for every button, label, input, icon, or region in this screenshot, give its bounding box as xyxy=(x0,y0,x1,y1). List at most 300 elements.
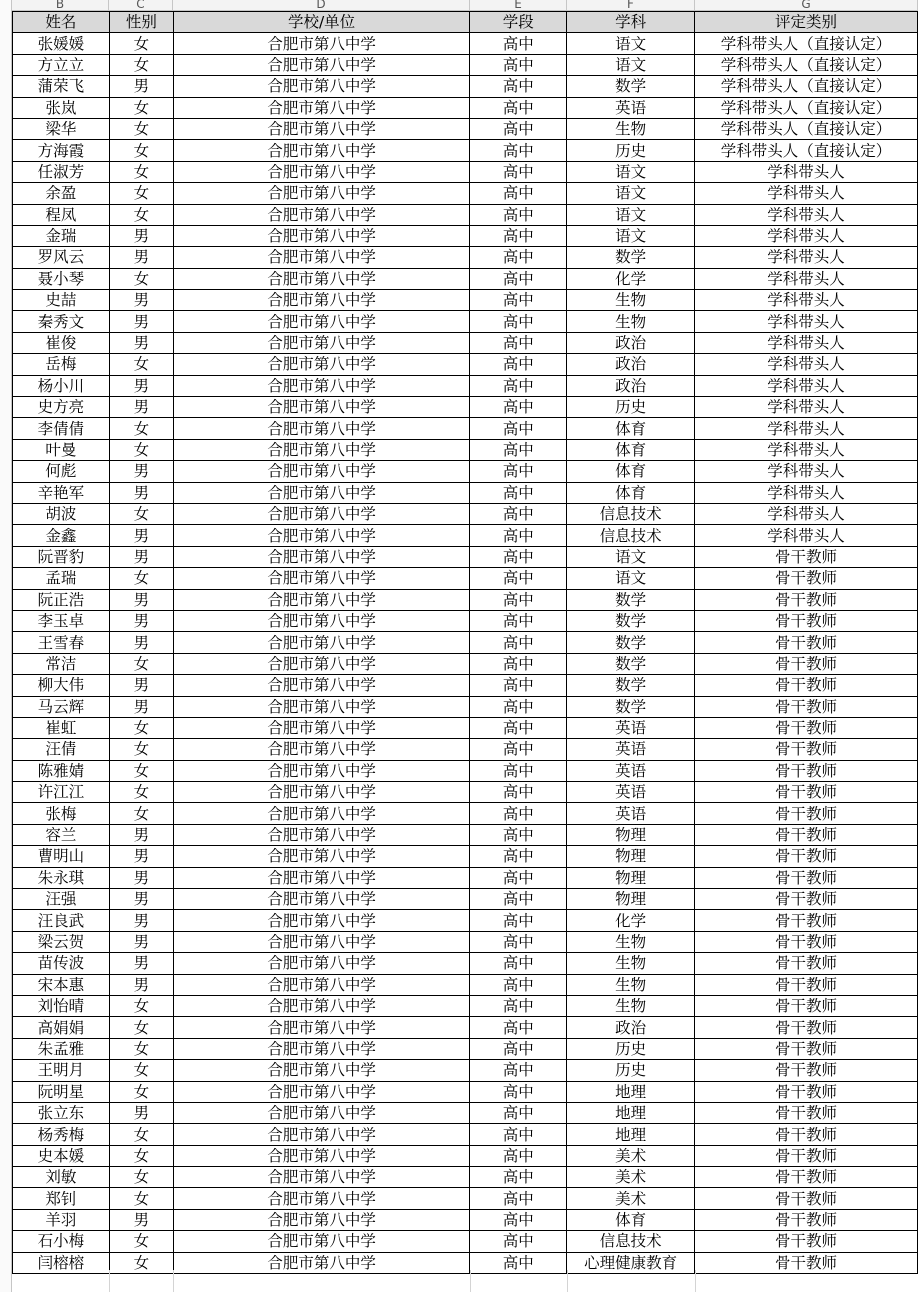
cell-gender[interactable]: 女 xyxy=(109,803,173,824)
header-category[interactable]: 评定类别 xyxy=(695,12,918,33)
cell-subject[interactable]: 政治 xyxy=(567,1017,695,1038)
cell-stage[interactable]: 高中 xyxy=(470,1017,567,1038)
cell-school[interactable]: 合肥市第八中学 xyxy=(173,482,470,503)
cell-name[interactable]: 陈雅婧 xyxy=(13,760,110,781)
cell-subject[interactable]: 语文 xyxy=(567,204,695,225)
cell-category[interactable]: 学科带头人（直接认定） xyxy=(695,33,918,54)
cell-name[interactable]: 张岚 xyxy=(13,97,110,118)
cell-name[interactable]: 张梅 xyxy=(13,803,110,824)
cell-subject[interactable]: 政治 xyxy=(567,375,695,396)
cell-school[interactable]: 合肥市第八中学 xyxy=(173,397,470,418)
cell-stage[interactable]: 高中 xyxy=(470,953,567,974)
cell-stage[interactable]: 高中 xyxy=(470,589,567,610)
cell-gender[interactable]: 女 xyxy=(109,653,173,674)
cell-name[interactable]: 秦秀文 xyxy=(13,311,110,332)
cell-gender[interactable]: 男 xyxy=(109,247,173,268)
cell-stage[interactable]: 高中 xyxy=(470,610,567,631)
cell-school[interactable]: 合肥市第八中学 xyxy=(173,183,470,204)
cell-gender[interactable]: 女 xyxy=(109,503,173,524)
cell-category[interactable]: 骨干教师 xyxy=(695,653,918,674)
cell-stage[interactable]: 高中 xyxy=(470,867,567,888)
cell-stage[interactable]: 高中 xyxy=(470,995,567,1016)
cell-gender[interactable]: 男 xyxy=(109,696,173,717)
cell-stage[interactable]: 高中 xyxy=(470,461,567,482)
cell-subject[interactable]: 政治 xyxy=(567,332,695,353)
cell-category[interactable]: 骨干教师 xyxy=(695,739,918,760)
cell-category[interactable]: 骨干教师 xyxy=(695,546,918,567)
cell-subject[interactable]: 美术 xyxy=(567,1188,695,1209)
cell-subject[interactable]: 语文 xyxy=(567,33,695,54)
header-school[interactable]: 学校/单位 xyxy=(173,12,470,33)
cell-name[interactable]: 许江江 xyxy=(13,782,110,803)
cell-gender[interactable]: 男 xyxy=(109,953,173,974)
cell-gender[interactable]: 男 xyxy=(109,546,173,567)
cell-name[interactable]: 梁华 xyxy=(13,118,110,139)
cell-name[interactable]: 阮正浩 xyxy=(13,589,110,610)
cell-gender[interactable]: 男 xyxy=(109,675,173,696)
column-letter-c[interactable]: C xyxy=(109,0,173,11)
cell-name[interactable]: 罗风云 xyxy=(13,247,110,268)
cell-gender[interactable]: 男 xyxy=(109,290,173,311)
cell-gender[interactable]: 女 xyxy=(109,54,173,75)
cell-name[interactable]: 聂小琴 xyxy=(13,268,110,289)
cell-school[interactable]: 合肥市第八中学 xyxy=(173,1188,470,1209)
cell-stage[interactable]: 高中 xyxy=(470,332,567,353)
cell-name[interactable]: 高娟娟 xyxy=(13,1017,110,1038)
column-letter-f[interactable]: F xyxy=(567,0,695,11)
cell-category[interactable]: 骨干教师 xyxy=(695,589,918,610)
cell-gender[interactable]: 女 xyxy=(109,782,173,803)
cell-subject[interactable]: 语文 xyxy=(567,54,695,75)
cell-stage[interactable]: 高中 xyxy=(470,846,567,867)
cell-gender[interactable]: 女 xyxy=(109,568,173,589)
cell-school[interactable]: 合肥市第八中学 xyxy=(173,1060,470,1081)
cell-category[interactable]: 骨干教师 xyxy=(695,1231,918,1252)
cell-gender[interactable]: 男 xyxy=(109,589,173,610)
cell-stage[interactable]: 高中 xyxy=(470,397,567,418)
cell-gender[interactable]: 男 xyxy=(109,846,173,867)
cell-name[interactable]: 杨小川 xyxy=(13,375,110,396)
cell-category[interactable]: 学科带头人 xyxy=(695,354,918,375)
cell-school[interactable]: 合肥市第八中学 xyxy=(173,696,470,717)
cell-stage[interactable]: 高中 xyxy=(470,824,567,845)
cell-gender[interactable]: 女 xyxy=(109,118,173,139)
cell-subject[interactable]: 生物 xyxy=(567,974,695,995)
cell-gender[interactable]: 女 xyxy=(109,739,173,760)
cell-gender[interactable]: 女 xyxy=(109,1231,173,1252)
cell-school[interactable]: 合肥市第八中学 xyxy=(173,418,470,439)
cell-stage[interactable]: 高中 xyxy=(470,183,567,204)
cell-category[interactable]: 骨干教师 xyxy=(695,696,918,717)
cell-subject[interactable]: 历史 xyxy=(567,397,695,418)
cell-subject[interactable]: 生物 xyxy=(567,953,695,974)
cell-school[interactable]: 合肥市第八中学 xyxy=(173,824,470,845)
cell-subject[interactable]: 语文 xyxy=(567,546,695,567)
cell-name[interactable]: 李倩倩 xyxy=(13,418,110,439)
cell-school[interactable]: 合肥市第八中学 xyxy=(173,1209,470,1230)
cell-category[interactable]: 骨干教师 xyxy=(695,1252,918,1273)
column-letter-g[interactable]: G xyxy=(695,0,918,11)
cell-school[interactable]: 合肥市第八中学 xyxy=(173,503,470,524)
cell-stage[interactable]: 高中 xyxy=(470,1081,567,1102)
cell-school[interactable]: 合肥市第八中学 xyxy=(173,717,470,738)
cell-gender[interactable]: 男 xyxy=(109,482,173,503)
cell-subject[interactable]: 政治 xyxy=(567,354,695,375)
cell-subject[interactable]: 生物 xyxy=(567,311,695,332)
cell-name[interactable]: 程凤 xyxy=(13,204,110,225)
cell-stage[interactable]: 高中 xyxy=(470,1102,567,1123)
cell-school[interactable]: 合肥市第八中学 xyxy=(173,974,470,995)
cell-stage[interactable]: 高中 xyxy=(470,1145,567,1166)
header-stage[interactable]: 学段 xyxy=(470,12,567,33)
cell-school[interactable]: 合肥市第八中学 xyxy=(173,311,470,332)
cell-school[interactable]: 合肥市第八中学 xyxy=(173,140,470,161)
cell-category[interactable]: 骨干教师 xyxy=(695,824,918,845)
cell-name[interactable]: 阮晋豹 xyxy=(13,546,110,567)
cell-school[interactable]: 合肥市第八中学 xyxy=(173,568,470,589)
cell-stage[interactable]: 高中 xyxy=(470,889,567,910)
cell-stage[interactable]: 高中 xyxy=(470,1209,567,1230)
cell-stage[interactable]: 高中 xyxy=(470,118,567,139)
cell-subject[interactable]: 生物 xyxy=(567,931,695,952)
cell-gender[interactable]: 女 xyxy=(109,1017,173,1038)
cell-subject[interactable]: 化学 xyxy=(567,910,695,931)
cell-gender[interactable]: 女 xyxy=(109,418,173,439)
cell-name[interactable]: 任淑芳 xyxy=(13,161,110,182)
cell-school[interactable]: 合肥市第八中学 xyxy=(173,161,470,182)
cell-name[interactable]: 李玉卓 xyxy=(13,610,110,631)
cell-category[interactable]: 学科带头人 xyxy=(695,461,918,482)
cell-category[interactable]: 学科带头人 xyxy=(695,397,918,418)
cell-stage[interactable]: 高中 xyxy=(470,418,567,439)
cell-category[interactable]: 学科带头人 xyxy=(695,268,918,289)
column-letter-d[interactable]: D xyxy=(173,0,470,11)
cell-category[interactable]: 骨干教师 xyxy=(695,717,918,738)
cell-stage[interactable]: 高中 xyxy=(470,54,567,75)
cell-school[interactable]: 合肥市第八中学 xyxy=(173,995,470,1016)
cell-school[interactable]: 合肥市第八中学 xyxy=(173,1145,470,1166)
cell-stage[interactable]: 高中 xyxy=(470,910,567,931)
cell-name[interactable]: 阮明星 xyxy=(13,1081,110,1102)
cell-name[interactable]: 宋本惠 xyxy=(13,974,110,995)
cell-school[interactable]: 合肥市第八中学 xyxy=(173,1167,470,1188)
cell-gender[interactable]: 男 xyxy=(109,867,173,888)
cell-stage[interactable]: 高中 xyxy=(470,97,567,118)
cell-category[interactable]: 骨干教师 xyxy=(695,910,918,931)
cell-category[interactable]: 学科带头人 xyxy=(695,311,918,332)
cell-subject[interactable]: 信息技术 xyxy=(567,525,695,546)
cell-school[interactable]: 合肥市第八中学 xyxy=(173,803,470,824)
cell-school[interactable]: 合肥市第八中学 xyxy=(173,910,470,931)
cell-school[interactable]: 合肥市第八中学 xyxy=(173,204,470,225)
cell-category[interactable]: 骨干教师 xyxy=(695,931,918,952)
cell-name[interactable]: 崔俊 xyxy=(13,332,110,353)
cell-category[interactable]: 学科带头人 xyxy=(695,290,918,311)
cell-name[interactable]: 汪良武 xyxy=(13,910,110,931)
cell-gender[interactable]: 男 xyxy=(109,1209,173,1230)
cell-category[interactable]: 学科带头人（直接认定） xyxy=(695,118,918,139)
cell-subject[interactable]: 语文 xyxy=(567,225,695,246)
cell-category[interactable]: 学科带头人 xyxy=(695,247,918,268)
cell-school[interactable]: 合肥市第八中学 xyxy=(173,1017,470,1038)
cell-stage[interactable]: 高中 xyxy=(470,1038,567,1059)
cell-category[interactable]: 骨干教师 xyxy=(695,675,918,696)
cell-gender[interactable]: 女 xyxy=(109,140,173,161)
cell-gender[interactable]: 女 xyxy=(109,1252,173,1273)
cell-stage[interactable]: 高中 xyxy=(470,76,567,97)
cell-school[interactable]: 合肥市第八中学 xyxy=(173,1252,470,1273)
cell-school[interactable]: 合肥市第八中学 xyxy=(173,546,470,567)
cell-name[interactable]: 石小梅 xyxy=(13,1231,110,1252)
cell-stage[interactable]: 高中 xyxy=(470,161,567,182)
cell-stage[interactable]: 高中 xyxy=(470,1124,567,1145)
cell-category[interactable]: 骨干教师 xyxy=(695,1167,918,1188)
cell-subject[interactable]: 地理 xyxy=(567,1102,695,1123)
cell-school[interactable]: 合肥市第八中学 xyxy=(173,525,470,546)
cell-school[interactable]: 合肥市第八中学 xyxy=(173,118,470,139)
cell-subject[interactable]: 语文 xyxy=(567,568,695,589)
cell-category[interactable]: 骨干教师 xyxy=(695,782,918,803)
cell-category[interactable]: 骨干教师 xyxy=(695,1038,918,1059)
cell-category[interactable]: 骨干教师 xyxy=(695,846,918,867)
cell-name[interactable]: 何彪 xyxy=(13,461,110,482)
cell-stage[interactable]: 高中 xyxy=(470,546,567,567)
cell-category[interactable]: 骨干教师 xyxy=(695,1124,918,1145)
cell-gender[interactable]: 女 xyxy=(109,1081,173,1102)
cell-school[interactable]: 合肥市第八中学 xyxy=(173,268,470,289)
cell-school[interactable]: 合肥市第八中学 xyxy=(173,439,470,460)
cell-subject[interactable]: 地理 xyxy=(567,1124,695,1145)
cell-subject[interactable]: 美术 xyxy=(567,1145,695,1166)
cell-name[interactable]: 羊羽 xyxy=(13,1209,110,1230)
cell-school[interactable]: 合肥市第八中学 xyxy=(173,739,470,760)
cell-school[interactable]: 合肥市第八中学 xyxy=(173,1124,470,1145)
cell-category[interactable]: 骨干教师 xyxy=(695,632,918,653)
cell-category[interactable]: 学科带头人（直接认定） xyxy=(695,97,918,118)
cell-category[interactable]: 骨干教师 xyxy=(695,803,918,824)
cell-gender[interactable]: 男 xyxy=(109,332,173,353)
cell-school[interactable]: 合肥市第八中学 xyxy=(173,610,470,631)
cell-subject[interactable]: 体育 xyxy=(567,439,695,460)
cell-category[interactable]: 骨干教师 xyxy=(695,1017,918,1038)
cell-category[interactable]: 学科带头人（直接认定） xyxy=(695,140,918,161)
cell-stage[interactable]: 高中 xyxy=(470,204,567,225)
cell-category[interactable]: 骨干教师 xyxy=(695,1060,918,1081)
cell-category[interactable]: 学科带头人 xyxy=(695,375,918,396)
cell-name[interactable]: 汪倩 xyxy=(13,739,110,760)
cell-school[interactable]: 合肥市第八中学 xyxy=(173,1081,470,1102)
cell-stage[interactable]: 高中 xyxy=(470,1231,567,1252)
cell-name[interactable]: 朱永琪 xyxy=(13,867,110,888)
cell-name[interactable]: 常洁 xyxy=(13,653,110,674)
cell-gender[interactable]: 女 xyxy=(109,1188,173,1209)
cell-stage[interactable]: 高中 xyxy=(470,568,567,589)
cell-gender[interactable]: 男 xyxy=(109,632,173,653)
cell-name[interactable]: 苗传波 xyxy=(13,953,110,974)
cell-school[interactable]: 合肥市第八中学 xyxy=(173,675,470,696)
cell-category[interactable]: 学科带头人（直接认定） xyxy=(695,54,918,75)
cell-name[interactable]: 王雪春 xyxy=(13,632,110,653)
cell-school[interactable]: 合肥市第八中学 xyxy=(173,33,470,54)
cell-gender[interactable]: 男 xyxy=(109,610,173,631)
cell-category[interactable]: 学科带头人 xyxy=(695,525,918,546)
cell-school[interactable]: 合肥市第八中学 xyxy=(173,889,470,910)
cell-school[interactable]: 合肥市第八中学 xyxy=(173,375,470,396)
cell-gender[interactable]: 女 xyxy=(109,268,173,289)
cell-stage[interactable]: 高中 xyxy=(470,33,567,54)
cell-subject[interactable]: 体育 xyxy=(567,482,695,503)
cell-gender[interactable]: 女 xyxy=(109,183,173,204)
cell-subject[interactable]: 数学 xyxy=(567,632,695,653)
cell-name[interactable]: 崔虹 xyxy=(13,717,110,738)
cell-category[interactable]: 学科带头人 xyxy=(695,183,918,204)
cell-subject[interactable]: 生物 xyxy=(567,290,695,311)
cell-name[interactable]: 张媛媛 xyxy=(13,33,110,54)
cell-category[interactable]: 骨干教师 xyxy=(695,1081,918,1102)
cell-category[interactable]: 学科带头人 xyxy=(695,204,918,225)
cell-name[interactable]: 金瑞 xyxy=(13,225,110,246)
cell-subject[interactable]: 物理 xyxy=(567,867,695,888)
cell-name[interactable]: 刘怡晴 xyxy=(13,995,110,1016)
cell-stage[interactable]: 高中 xyxy=(470,739,567,760)
cell-stage[interactable]: 高中 xyxy=(470,1188,567,1209)
cell-stage[interactable]: 高中 xyxy=(470,974,567,995)
cell-name[interactable]: 蒲荣飞 xyxy=(13,76,110,97)
header-subject[interactable]: 学科 xyxy=(567,12,695,33)
cell-gender[interactable]: 女 xyxy=(109,995,173,1016)
cell-subject[interactable]: 信息技术 xyxy=(567,503,695,524)
cell-name[interactable]: 史喆 xyxy=(13,290,110,311)
cell-category[interactable]: 骨干教师 xyxy=(695,974,918,995)
cell-stage[interactable]: 高中 xyxy=(470,1060,567,1081)
cell-school[interactable]: 合肥市第八中学 xyxy=(173,225,470,246)
cell-school[interactable]: 合肥市第八中学 xyxy=(173,247,470,268)
cell-name[interactable]: 杨秀梅 xyxy=(13,1124,110,1145)
cell-stage[interactable]: 高中 xyxy=(470,1252,567,1273)
cell-gender[interactable]: 女 xyxy=(109,1124,173,1145)
cell-name[interactable]: 马云辉 xyxy=(13,696,110,717)
cell-stage[interactable]: 高中 xyxy=(470,931,567,952)
cell-stage[interactable]: 高中 xyxy=(470,375,567,396)
cell-subject[interactable]: 英语 xyxy=(567,803,695,824)
cell-school[interactable]: 合肥市第八中学 xyxy=(173,290,470,311)
cell-name[interactable]: 胡波 xyxy=(13,503,110,524)
cell-gender[interactable]: 女 xyxy=(109,1167,173,1188)
cell-subject[interactable]: 物理 xyxy=(567,846,695,867)
cell-gender[interactable]: 男 xyxy=(109,461,173,482)
cell-subject[interactable]: 历史 xyxy=(567,1060,695,1081)
cell-school[interactable]: 合肥市第八中学 xyxy=(173,1102,470,1123)
cell-category[interactable]: 学科带头人 xyxy=(695,332,918,353)
cell-gender[interactable]: 男 xyxy=(109,397,173,418)
cell-gender[interactable]: 女 xyxy=(109,1060,173,1081)
cell-name[interactable]: 余盈 xyxy=(13,183,110,204)
cell-name[interactable]: 方海霞 xyxy=(13,140,110,161)
cell-category[interactable]: 骨干教师 xyxy=(695,568,918,589)
cell-category[interactable]: 骨干教师 xyxy=(695,1188,918,1209)
cell-school[interactable]: 合肥市第八中学 xyxy=(173,76,470,97)
cell-subject[interactable]: 物理 xyxy=(567,824,695,845)
cell-gender[interactable]: 女 xyxy=(109,439,173,460)
cell-subject[interactable]: 心理健康教育 xyxy=(567,1252,695,1273)
cell-name[interactable]: 叶曼 xyxy=(13,439,110,460)
cell-subject[interactable]: 数学 xyxy=(567,247,695,268)
cell-stage[interactable]: 高中 xyxy=(470,632,567,653)
cell-school[interactable]: 合肥市第八中学 xyxy=(173,1231,470,1252)
cell-stage[interactable]: 高中 xyxy=(470,696,567,717)
cell-category[interactable]: 骨干教师 xyxy=(695,867,918,888)
cell-gender[interactable]: 男 xyxy=(109,910,173,931)
cell-name[interactable]: 张立东 xyxy=(13,1102,110,1123)
cell-school[interactable]: 合肥市第八中学 xyxy=(173,461,470,482)
cell-stage[interactable]: 高中 xyxy=(470,525,567,546)
cell-gender[interactable]: 男 xyxy=(109,76,173,97)
cell-stage[interactable]: 高中 xyxy=(470,653,567,674)
cell-category[interactable]: 学科带头人 xyxy=(695,503,918,524)
cell-category[interactable]: 骨干教师 xyxy=(695,995,918,1016)
cell-stage[interactable]: 高中 xyxy=(470,482,567,503)
cell-stage[interactable]: 高中 xyxy=(470,247,567,268)
cell-school[interactable]: 合肥市第八中学 xyxy=(173,953,470,974)
cell-stage[interactable]: 高中 xyxy=(470,803,567,824)
cell-subject[interactable]: 语文 xyxy=(567,161,695,182)
cell-subject[interactable]: 英语 xyxy=(567,717,695,738)
cell-stage[interactable]: 高中 xyxy=(470,782,567,803)
cell-subject[interactable]: 生物 xyxy=(567,995,695,1016)
column-letter-e[interactable]: E xyxy=(470,0,567,11)
cell-stage[interactable]: 高中 xyxy=(470,439,567,460)
cell-gender[interactable]: 男 xyxy=(109,931,173,952)
cell-category[interactable]: 骨干教师 xyxy=(695,1145,918,1166)
cell-subject[interactable]: 化学 xyxy=(567,268,695,289)
cell-gender[interactable]: 女 xyxy=(109,760,173,781)
cell-category[interactable]: 学科带头人 xyxy=(695,225,918,246)
empty-row[interactable] xyxy=(12,1270,918,1292)
cell-stage[interactable]: 高中 xyxy=(470,1167,567,1188)
cell-subject[interactable]: 语文 xyxy=(567,183,695,204)
cell-category[interactable]: 学科带头人 xyxy=(695,418,918,439)
cell-school[interactable]: 合肥市第八中学 xyxy=(173,867,470,888)
cell-stage[interactable]: 高中 xyxy=(470,290,567,311)
cell-stage[interactable]: 高中 xyxy=(470,675,567,696)
cell-name[interactable]: 容兰 xyxy=(13,824,110,845)
cell-gender[interactable]: 男 xyxy=(109,974,173,995)
cell-stage[interactable]: 高中 xyxy=(470,140,567,161)
cell-name[interactable]: 辛艳军 xyxy=(13,482,110,503)
cell-name[interactable]: 史方亮 xyxy=(13,397,110,418)
cell-stage[interactable]: 高中 xyxy=(470,268,567,289)
cell-name[interactable]: 郑钊 xyxy=(13,1188,110,1209)
cell-stage[interactable]: 高中 xyxy=(470,717,567,738)
cell-stage[interactable]: 高中 xyxy=(470,503,567,524)
cell-subject[interactable]: 数学 xyxy=(567,76,695,97)
cell-name[interactable]: 方立立 xyxy=(13,54,110,75)
cell-gender[interactable]: 女 xyxy=(109,354,173,375)
header-gender[interactable]: 性别 xyxy=(109,12,173,33)
cell-subject[interactable]: 数学 xyxy=(567,696,695,717)
cell-subject[interactable]: 英语 xyxy=(567,97,695,118)
cell-school[interactable]: 合肥市第八中学 xyxy=(173,632,470,653)
cell-name[interactable]: 岳梅 xyxy=(13,354,110,375)
cell-category[interactable]: 骨干教师 xyxy=(695,1102,918,1123)
cell-stage[interactable]: 高中 xyxy=(470,311,567,332)
cell-subject[interactable]: 数学 xyxy=(567,589,695,610)
header-name[interactable]: 姓名 xyxy=(13,12,110,33)
cell-school[interactable]: 合肥市第八中学 xyxy=(173,97,470,118)
cell-category[interactable]: 骨干教师 xyxy=(695,889,918,910)
cell-category[interactable]: 学科带头人 xyxy=(695,161,918,182)
cell-stage[interactable]: 高中 xyxy=(470,354,567,375)
